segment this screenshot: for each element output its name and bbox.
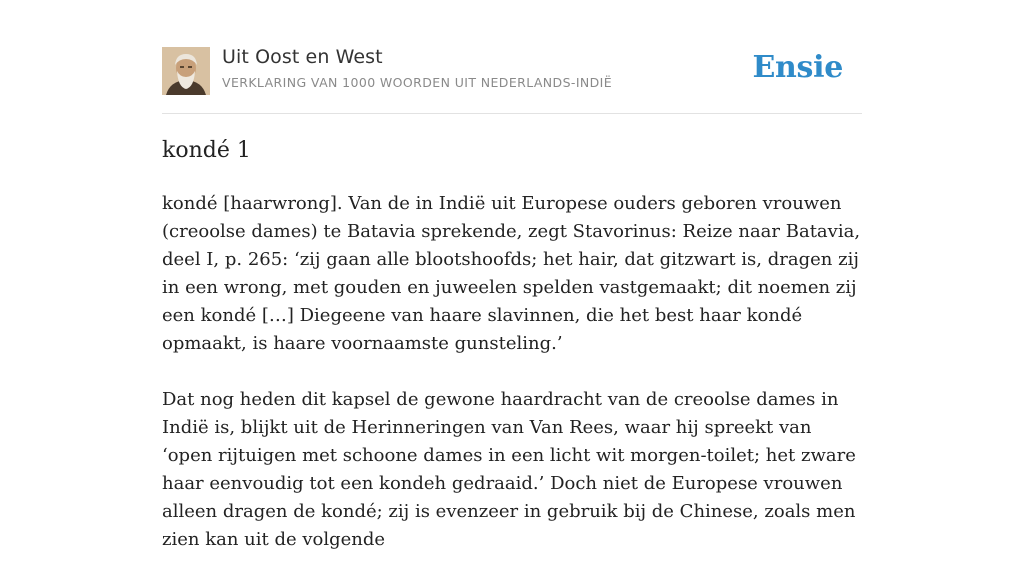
- source-header: [162, 0, 862, 114]
- page: [162, 0, 862, 550]
- author-portrait-icon[interactable]: [162, 47, 210, 95]
- entry-title: kondé 1: [162, 138, 251, 163]
- entry-paragraph: Dat nog heden dit kapsel de gewone haardracht van de creoolse dames in Indië is, blijkt uit de Herinneringen van Van Rees, waar hij spreekt van ‘open rijtuigen met schoone dames in een licht wit morgen-toilet; het zware haar eenvoudig tot een kondeh gedraaid.’ Doch niet de Europese vrouwen alleen dragen de kondé; zij is evenzeer in gebruik bij de Chinese, zoals men zien kan uit de volgende: [162, 389, 856, 550]
- source-title[interactable]: Uit Oost en West: [222, 46, 383, 68]
- entry-body: [162, 190, 862, 582]
- ensie-logo-link[interactable]: Ensie: [752, 50, 843, 85]
- source-subtitle: VERKLARING VAN 1000 WOORDEN UIT NEDERLANDS-INDIË: [222, 75, 613, 90]
- entry-paragraph: kondé [haarwrong]. Van de in Indië uit Europese ouders geboren vrouwen (creoolse dames) te Batavia sprekende, zegt Stavorinus: Reize naar Batavia, deel I, p. 265: ‘zij gaan alle blootshoofds; het hair, dat gitzwart is, dragen zij in een wrong, met gouden en juweelen spelden vastgemaakt; dit noemen zij een kondé […] Diegeene van haare slavinnen, die het best haar kondé opmaakt, is haare voornaamste gunsteling.’: [162, 193, 861, 354]
